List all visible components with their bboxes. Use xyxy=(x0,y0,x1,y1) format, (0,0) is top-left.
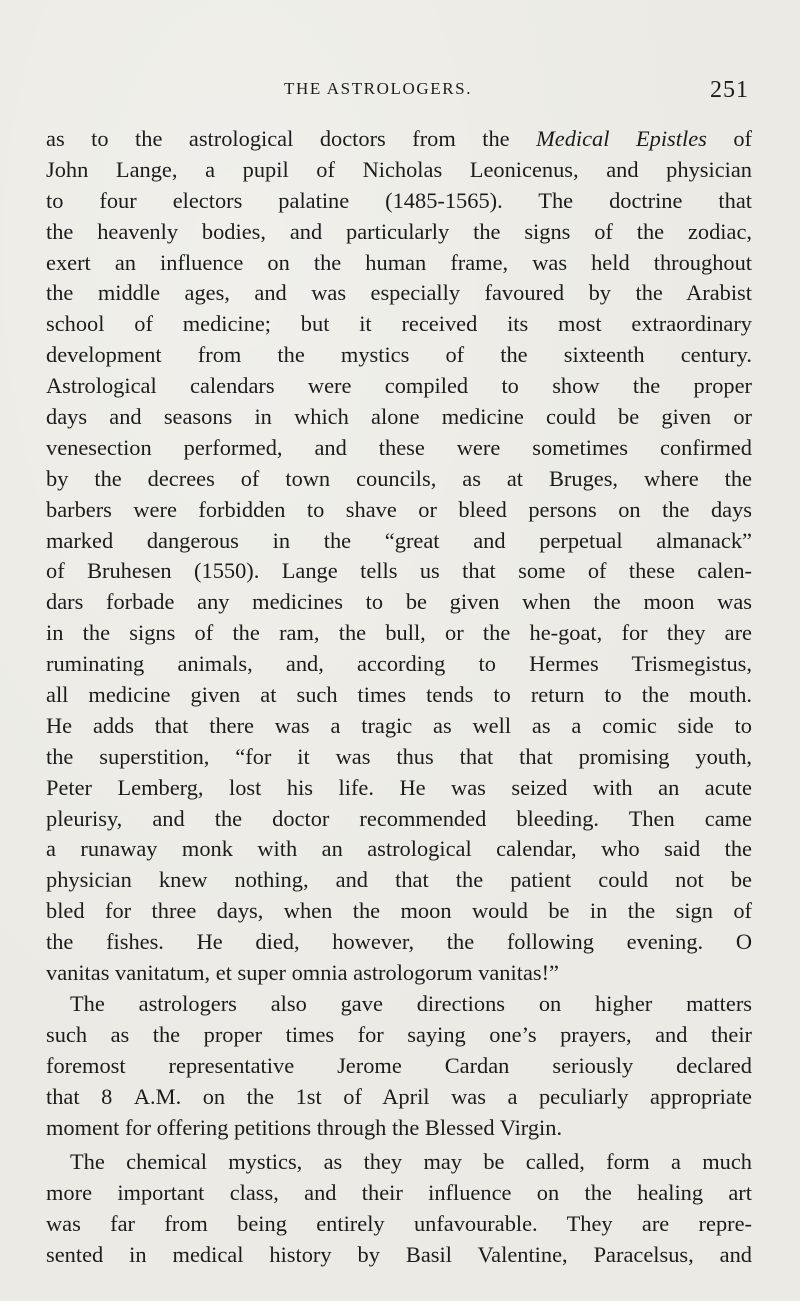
text-line: to four electors palatine (1485-1565). The doctrine that xyxy=(46,187,752,213)
text-line: exert an influence on the human frame, was held throughout xyxy=(46,249,752,275)
text-line: sented in medical history by Basil Valentine, Paracelsus, and xyxy=(46,1242,752,1268)
text-line: such as the proper times for saying one’s prayers, and their xyxy=(46,1021,752,1047)
page-number: 251 xyxy=(710,77,749,103)
text-line: vanitas vanitatum, et super omnia astrologorum vanitas!” xyxy=(46,960,559,986)
text-line: venesection performed, and these were sometimes confirmed xyxy=(46,434,752,460)
text-line: was far from being entirely unfavourable. They are repre- xyxy=(46,1211,752,1237)
text-line: dars forbade any medicines to be given when the moon was xyxy=(46,589,752,615)
text-line: the heavenly bodies, and particularly the signs of the zodiac, xyxy=(46,218,752,244)
body-text xyxy=(46,124,752,1271)
text-line: days and seasons in which alone medicine could be given or xyxy=(46,404,752,430)
text-line: a runaway monk with an astrological calendar, who said the xyxy=(46,836,752,862)
text-line: barbers were forbidden to shave or bleed persons on the days xyxy=(46,496,752,522)
time-abbreviation: A.M. xyxy=(133,1083,182,1109)
text-line: The chemical mystics, as they may be called, form a much xyxy=(70,1149,752,1175)
text-line: that 8 A.M. on the 1st of April was a peculiarly appropriate xyxy=(46,1083,752,1109)
paragraph-2 xyxy=(46,989,752,1143)
text-line: He adds that there was a tragic as well as a comic side to xyxy=(46,712,752,738)
text-line: Astrological calendars were compiled to show the proper xyxy=(46,373,752,399)
text-line: as to the astrological doctors from the Medical Epistles of xyxy=(46,126,753,151)
text-line: the fishes. He died, however, the following evening. O xyxy=(46,929,752,955)
text-line: moment for offering petitions through the Blessed Virgin. xyxy=(46,1114,563,1140)
italic-title: Medical Epistles xyxy=(536,126,707,151)
text-line: development from the mystics of the sixteenth century. xyxy=(46,342,752,368)
text-line: foremost representative Jerome Cardan seriously declared xyxy=(46,1052,752,1078)
text-line: pleurisy, and the doctor recommended bleeding. Then came xyxy=(46,805,752,831)
text-line: the middle ages, and was especially favoured by the Arabist xyxy=(46,280,752,306)
text-line: Peter Lemberg, lost his life. He was seized with an acute xyxy=(46,774,752,800)
text-line: ruminating animals, and, according to Hermes Trismegistus, xyxy=(46,651,752,677)
text-line: by the decrees of town councils, as at Bruges, where the xyxy=(46,465,752,491)
text-line: The astrologers also gave directions on higher matters xyxy=(70,990,752,1016)
text-line: bled for three days, when the moon would be in the sign of xyxy=(46,898,752,924)
running-head-title: THE ASTROLOGERS. xyxy=(284,79,473,98)
text-line: more important class, and their influence on the healing art xyxy=(46,1180,752,1206)
text-line: the superstition, “for it was thus that that promising youth, xyxy=(46,743,752,769)
running-head xyxy=(0,79,800,107)
text-line: in the signs of the ram, the bull, or the he-goat, for they are xyxy=(46,620,752,646)
paragraph-3 xyxy=(46,1147,752,1271)
text-line: John Lange, a pupil of Nicholas Leonicenus, and physician xyxy=(46,156,752,182)
paragraph-1 xyxy=(46,124,752,989)
text-line: school of medicine; but it received its most extraordinary xyxy=(46,311,752,337)
text-line: all medicine given at such times tends to return to the mouth. xyxy=(46,682,752,708)
text-line: physician knew nothing, and that the patient could not be xyxy=(46,867,752,893)
text-line: marked dangerous in the “great and perpetual almanack” xyxy=(46,527,752,553)
text-line: of Bruhesen (1550). Lange tells us that some of these calen- xyxy=(46,558,752,584)
